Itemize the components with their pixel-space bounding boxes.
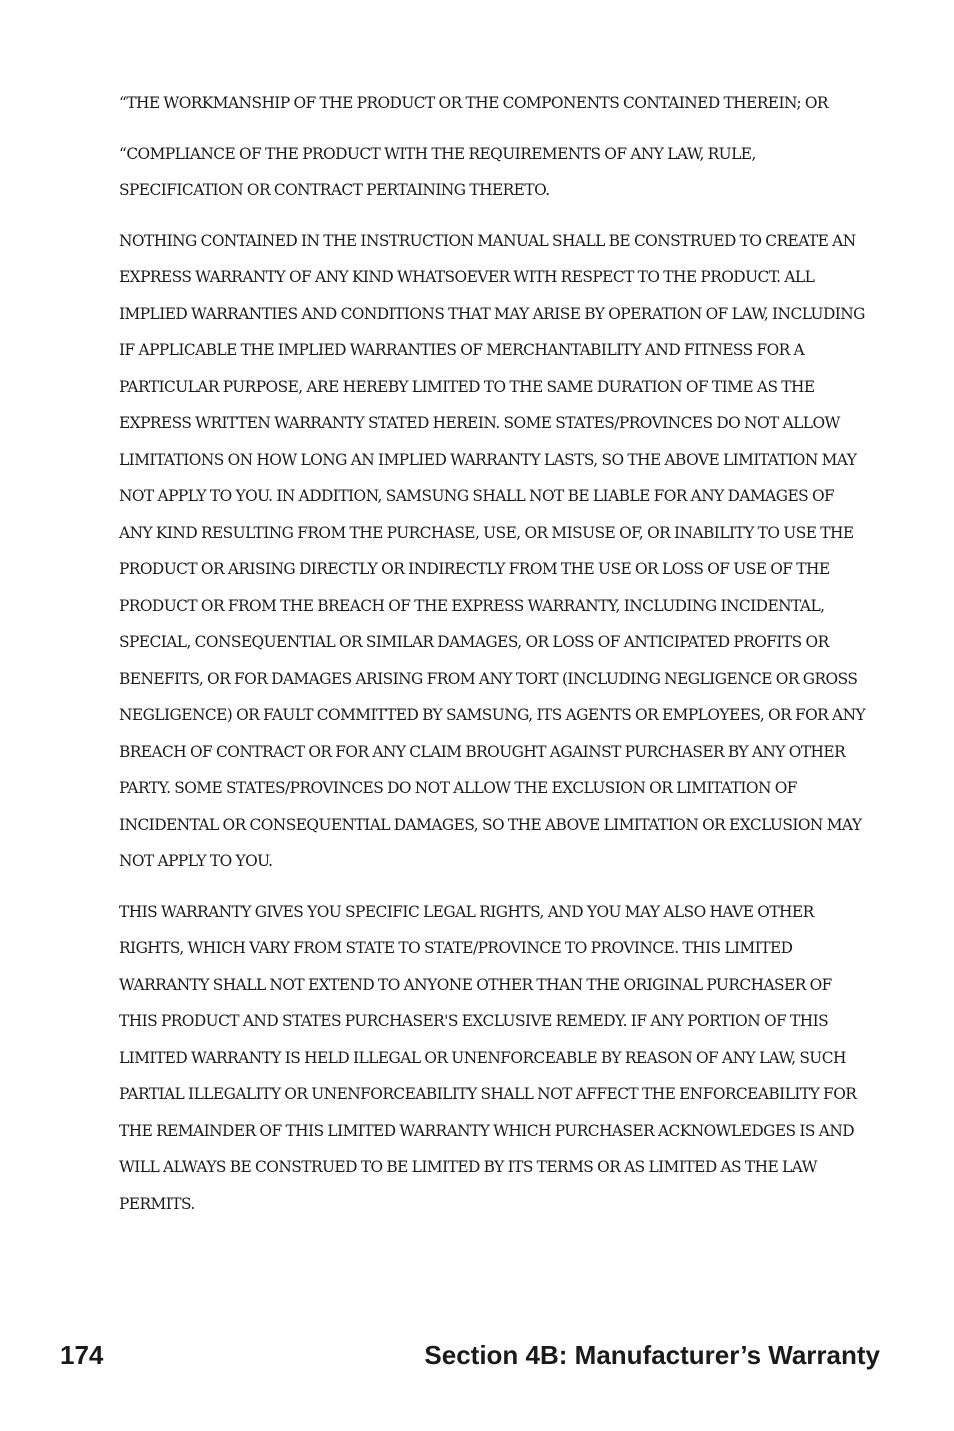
section-title: Section 4B: Manufacturer’s Warranty <box>424 1340 880 1370</box>
paragraph-legal-rights: THIS WARRANTY GIVES YOU SPECIFIC LEGAL RIGHTS, AND YOU MAY ALSO HAVE OTHER RIGHTS, WHICH VARY FROM STATE TO STATE/PROVINCE TO PROVINCE. THIS LIMITED WARRANTY SHALL NOT EXTEND TO ANYONE OTHER THAN THE ORIGINAL PURCHASER OF THIS PRODUCT AND STATES PURCHASER'S EXCLUSIVE REMEDY. IF ANY PORTION OF THIS LIMITED WARRANTY IS HELD ILLEGAL OR UNENFORCEABLE BY REASON OF ANY LAW, SUCH PARTIAL ILLEGALITY OR UNENFORCEABILITY SHALL NOT AFFECT THE ENFORCEABILITY FOR THE REMAINDER OF THIS LIMITED WARRANTY WHICH PURCHASER ACKNOWLEDGES IS AND WILL ALWAYS BE CONSTRUED TO BE LIMITED BY ITS TERMS OR AS LIMITED AS THE LAW PERMITS. <box>119 902 857 1213</box>
page-number: 174 <box>60 1340 104 1370</box>
page-footer <box>60 1340 880 1380</box>
warranty-body <box>119 85 867 1236</box>
paragraph-compliance: “COMPLIANCE OF THE PRODUCT WITH THE REQUIREMENTS OF ANY LAW, RULE, SPECIFICATION OR CONTRACT PERTAINING THERETO. <box>119 144 756 199</box>
paragraph-workmanship: “THE WORKMANSHIP OF THE PRODUCT OR THE COMPONENTS CONTAINED THEREIN; OR <box>119 94 828 112</box>
paragraph-implied-warranties: NOTHING CONTAINED IN THE INSTRUCTION MANUAL SHALL BE CONSTRUED TO CREATE AN EXPRESS WARRANTY OF ANY KIND WHATSOEVER WITH RESPECT TO THE PRODUCT. ALL IMPLIED WARRANTIES AND CONDITIONS THAT MAY ARISE BY OPERATION OF LAW, INCLUDING IF APPLICABLE THE IMPLIED WARRANTIES OF MERCHANTABILITY AND FITNESS FOR A PARTICULAR PURPOSE, ARE HEREBY LIMITED TO THE SAME DURATION OF TIME AS THE EXPRESS WRITTEN WARRANTY STATED HEREIN. SOME STATES/PROVINCES DO NOT ALLOW LIMITATIONS ON HOW LONG AN IMPLIED WARRANTY LASTS, SO THE ABOVE LIMITATION MAY NOT APPLY TO YOU. IN ADDITION, SAMSUNG SHALL NOT BE LIABLE FOR ANY DAMAGES OF ANY KIND RESULTING FROM THE PURCHASE, USE, OR MISUSE OF, OR INABILITY TO USE THE PRODUCT OR ARISING DIRECTLY OR INDIRECTLY FROM THE USE OR LOSS OF USE OF THE PRODUCT OR FROM THE BREACH OF THE EXPRESS WARRANTY, INCLUDING INCIDENTAL, SPECIAL, CONSEQUENTIAL OR SIMILAR DAMAGES, OR LOSS OF ANTICIPATED PROFITS OR BENEFITS, OR FOR DAMAGES ARISING FROM ANY TORT (INCLUDING NEGLIGENCE OR GROSS NEGLIGENCE) OR FAULT COMMITTED BY SAMSUNG, ITS AGENTS OR EMPLOYEES, OR FOR ANY BREACH OF CONTRACT OR FOR ANY CLAIM BROUGHT AGAINST PURCHASER BY ANY OTHER PARTY. SOME STATES/PROVINCES DO NOT ALLOW THE EXCLUSION OR LIMITATION OF INCIDENTAL OR CONSEQUENTIAL DAMAGES, SO THE ABOVE LIMITATION OR EXCLUSION MAY NOT APPLY TO YOU. <box>119 231 866 870</box>
